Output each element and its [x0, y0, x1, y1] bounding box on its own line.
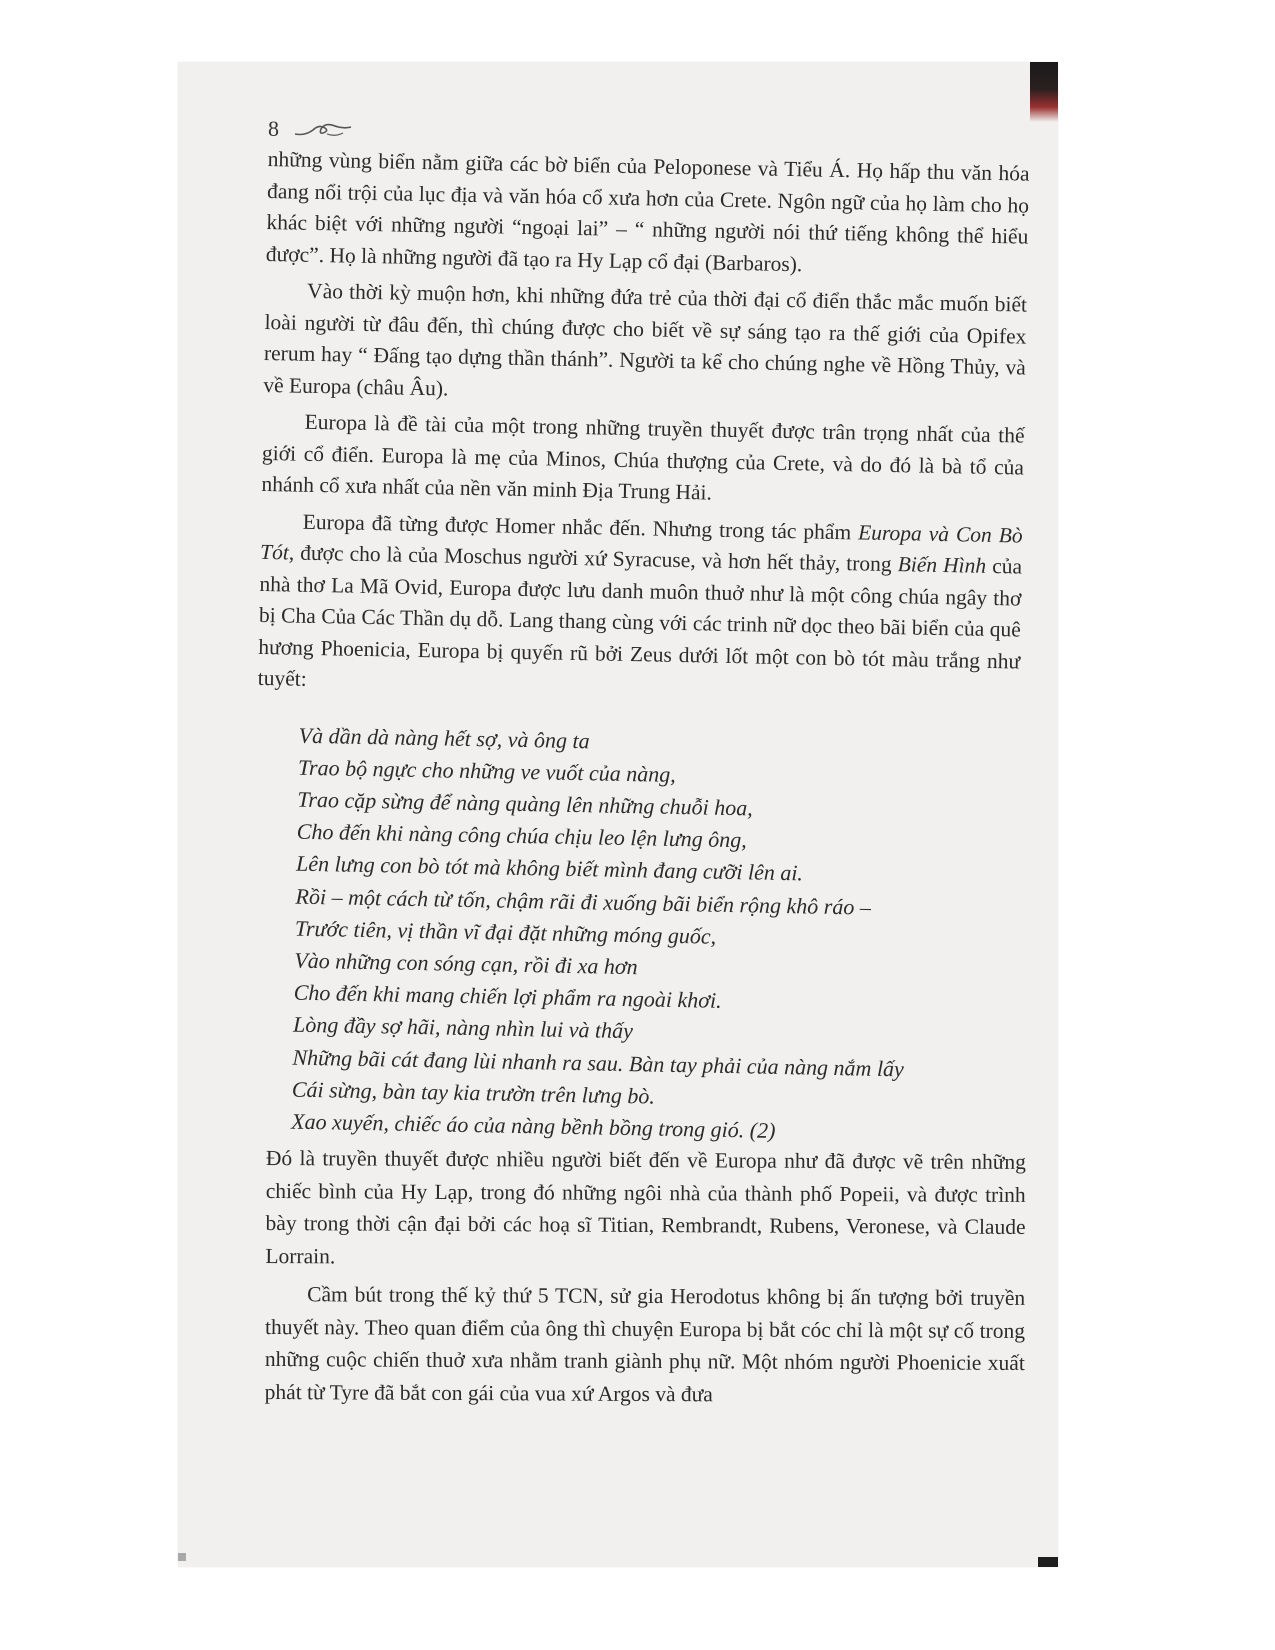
paragraph [257, 505, 1022, 709]
text-run: , được cho là của Moschus người xứ Syracuse, và hơn hết thảy, trong [288, 540, 898, 577]
verse-line: Trao bộ ngực cho những ve vuốt của nàng, [297, 754, 676, 787]
verse-line: Xao xuyến, chiếc áo của nàng bềnh bồng trong gió. (2) [291, 1108, 776, 1143]
book-page [178, 62, 1058, 1567]
verse-line: Và dần dà nàng hết sợ, và ông ta [298, 722, 590, 753]
verse-line: Cái sừng, bàn tay kia trườn trên lưng bò. [291, 1076, 656, 1109]
work-title: Biến Hình [897, 552, 987, 578]
paragraph: Cầm bút trong thế kỷ thứ 5 TCN, sử gia Herodotus không bị ấn tượng bởi truyền thuyết này. Theo quan điểm của ông thì chuyện Europa bị bắt cóc chỉ là một sự cố trong những cuộc chiến thuở xưa nhằm tranh giành phụ nữ. Một nhóm người Phoenicie xuất phát từ Tyre đã bắt con gái của vua xứ Argos và đưa [264, 1282, 1026, 1406]
work-title: Europa và Con Bò Tót [259, 519, 1023, 565]
verse-line: Cho đến khi mang chiến lợi phẩm ra ngoài khơi. [293, 979, 722, 1013]
verse-line: Lòng đầy sợ hãi, nàng nhìn lui và thấy [292, 1011, 634, 1044]
page-edge-shadow [1030, 62, 1058, 122]
page-header [268, 114, 353, 144]
text-run: của nhà thơ La Mã Ovid, Europa được lưu danh muôn thuở như là một công chúa ngây thơ bị Cha Của Các Thần dụ dỗ. Lang thang cùng với các trinh nữ dọc theo bãi biển của quê hương Phoenicia, Europa bị quyến rũ bởi Zeus dưới lốt một con bò tót màu trắng như tuyết: [257, 553, 1023, 691]
paragraph: Vào thời kỳ muộn hơn, khi những đứa trẻ của thời đại cổ điển thắc mắc muốn biết loài người từ đâu đến, thì chúng được cho biết về sự sáng tạo ra thế giới của Opifex rerum hay “ Đấng tạo dựng thần thánh”. Người ta kể cho chúng nghe về Hồng Thủy, và về Europa (châu Âu). [263, 278, 1028, 401]
main-text [248, 144, 1030, 1184]
verse-line: Cho đến khi nàng công chúa chịu leo lện lưng ông, [296, 818, 748, 853]
text-run: Europa đã từng được Homer nhắc đến. Nhưng trong tác phẩm [302, 509, 859, 544]
page-edge-shadow-bottom [1038, 1557, 1058, 1567]
verse-line: Rồi – một cách từ tốn, chậm rãi đi xuống bãi biển rộng khô ráo – [295, 883, 872, 920]
scan-speck [178, 1553, 186, 1561]
lower-text [265, 1142, 1026, 1418]
verse-block [291, 719, 1019, 1151]
flourish-ornament-icon [293, 118, 353, 140]
verse-line: Trao cặp sừng để nàng quàng lên những chuỗi hoa, [297, 786, 754, 821]
page-number: 8 [268, 116, 279, 141]
paragraph: Đó là truyền thuyết được nhiều người biết đến về Europa như đã được vẽ trên những chiếc bình của Hy Lạp, trong đó những ngôi nhà của thành phố Popeii, và được trình bày trong thời cận đại bởi các hoạ sĩ Titian, Rembrandt, Rubens, Veronese, và Claude Lorrain. [265, 1146, 1026, 1268]
paragraph: Europa là đề tài của một trong những truyền thuyết được trân trọng nhất của thế giới cổ điển. Europa là mẹ của Minos, Chúa thượng của Crete, và do đó là bà tổ của nhánh cổ xưa nhất của nền văn minh Địa Trung Hải. [261, 409, 1025, 505]
verse-line: Những bãi cát đang lùi nhanh ra sau. Bàn tay phải của nàng nắm lấy [292, 1044, 905, 1081]
paragraph: những vùng biển nằm giữa các bờ biển của Peloponese và Tiểu Á. Họ hấp thu văn hóa đang nổi trội của lục địa và văn hóa cổ xưa hơn của Crete. Ngôn ngữ của họ làm cho họ khác biệt với những người “ngoại lai” – “ những người nói thứ tiếng không thể hiểu được”. Họ là những người đã tạo ra Hy Lạp cổ đại (Barbaros). [265, 146, 1030, 276]
verse-line: Trước tiên, vị thần vĩ đại đặt những móng guốc, [294, 915, 717, 949]
verse-line: Lên lưng con bò tót mà không biết mình đang cưỡi lên ai. [295, 850, 804, 886]
verse-line: Vào những con sóng cạn, rồi đi xa hơn [294, 947, 638, 980]
